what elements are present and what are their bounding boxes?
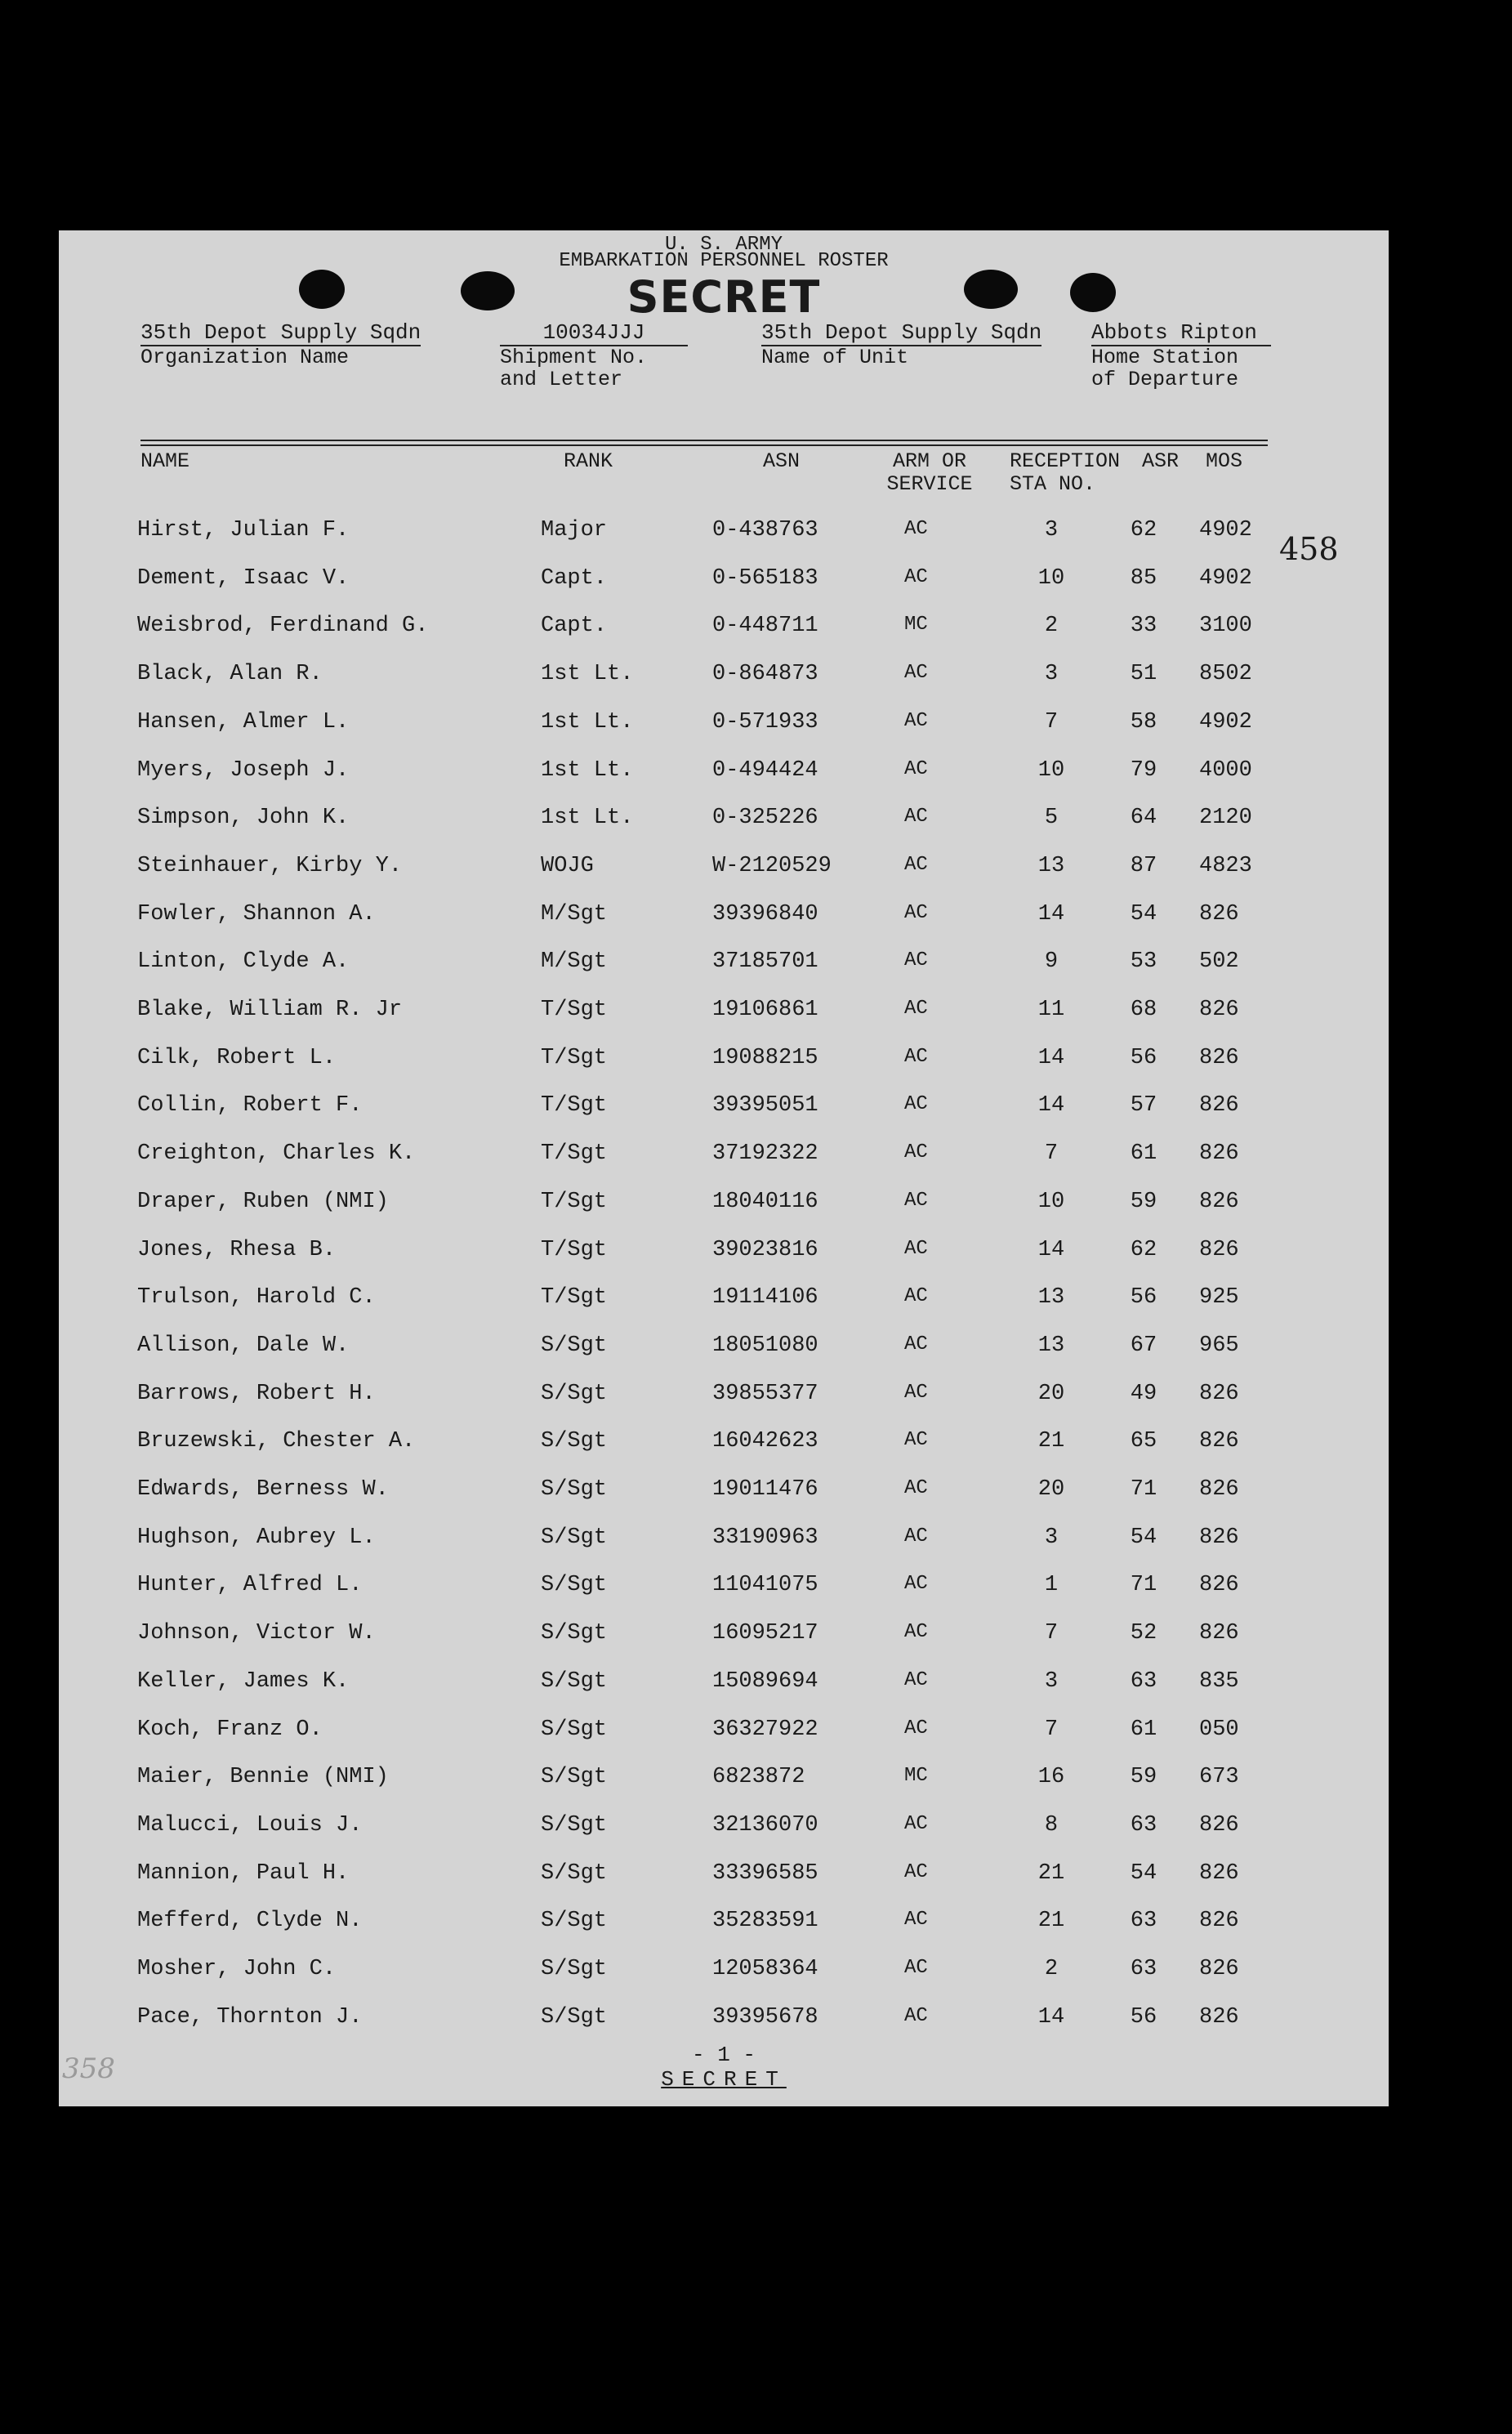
cell-asn: 0-325226 [712,806,818,831]
cell-rank: S/Sgt [541,1573,608,1598]
margin-page-number: 458 [1279,531,1339,567]
table-row [59,1765,1389,1812]
cell-rank: S/Sgt [541,1909,608,1934]
cell-rank: S/Sgt [541,1477,608,1502]
cell-asn: 32136070 [712,1812,818,1838]
cell-sta: 5 [1044,806,1059,831]
shipment-no-value: 10034JJJ [500,320,688,346]
cell-name: Trulson, Harold C. [137,1285,376,1311]
cell-asn: 12058364 [712,1957,818,1981]
table-row [59,1621,1389,1668]
home-station-label: Home Station [1091,346,1239,369]
cell-mos: 826 [1199,998,1239,1022]
cell-mos: 8502 [1199,662,1252,687]
cell-arm: AC [904,709,928,732]
col-header-name: NAME [140,449,190,473]
cell-arm: AC [904,2004,928,2027]
cell-asr: 33 [1130,614,1157,639]
cell-name: Koch, Franz O. [137,1717,323,1742]
cell-arm: AC [904,1668,928,1691]
pencil-note: 358 [62,2052,115,2085]
cell-sta: 10 [1037,565,1065,591]
cell-rank: Major [541,518,608,543]
cell-name: Maier, Bennie (NMI) [137,1765,389,1790]
cell-sta: 10 [1037,757,1065,783]
cell-mos: 826 [1199,1573,1239,1598]
cell-sta: 3 [1044,1525,1059,1550]
cell-mos: 826 [1199,1429,1239,1454]
cell-mos: 965 [1199,1333,1239,1358]
cell-asn: 15089694 [712,1668,818,1694]
header-army: U. S. ARMY [664,234,783,256]
cell-mos: 4902 [1199,518,1252,543]
col-header-asr: ASR [1142,449,1180,473]
cell-asn: 39023816 [712,1237,818,1262]
cell-rank: T/Sgt [541,1093,608,1119]
cell-asr: 63 [1130,1812,1157,1838]
cell-asr: 52 [1130,1621,1157,1646]
cell-asr: 54 [1130,901,1157,927]
cell-rank: S/Sgt [541,1812,608,1838]
cell-arm: AC [904,1333,928,1355]
table-row [59,1669,1389,1717]
cell-arm: AC [904,1860,928,1883]
cell-rank: Capt. [541,614,608,639]
cell-asr: 54 [1130,1860,1157,1886]
table-row [59,1909,1389,1956]
cell-asn: 19114106 [712,1285,818,1311]
cell-arm: MC [904,614,928,636]
cell-mos: 826 [1199,1381,1239,1406]
cell-mos: 826 [1199,1525,1239,1550]
cell-name: Linton, Clyde A. [137,949,350,975]
cell-asr: 63 [1130,1957,1157,1981]
cell-mos: 835 [1199,1668,1239,1694]
cell-sta: 14 [1037,1093,1065,1119]
cell-arm: AC [904,1717,928,1740]
cell-sta: 3 [1044,1668,1059,1694]
table-row [59,614,1389,661]
cell-sta: 7 [1044,1717,1059,1742]
shipment-no-label-2: and Letter [500,368,623,391]
cell-sta: 10 [1037,1189,1065,1214]
cell-asn: 19106861 [712,998,818,1022]
cell-asr: 57 [1130,1093,1157,1119]
cell-asn: 37192322 [712,1141,818,1167]
cell-asr: 59 [1130,1189,1157,1214]
cell-asn: 19088215 [712,1045,818,1070]
cell-asr: 63 [1130,1909,1157,1934]
cell-name: Barrows, Robert H. [137,1381,376,1406]
cell-asr: 68 [1130,998,1157,1022]
cell-mos: 925 [1199,1285,1239,1311]
table-row [59,998,1389,1045]
cell-mos: 826 [1199,2004,1239,2030]
cell-rank: S/Sgt [541,1957,608,1981]
table-row [59,662,1389,709]
cell-sta: 11 [1037,998,1065,1022]
cell-name: Black, Alan R. [137,662,323,687]
cell-name: Creighton, Charles K. [137,1141,416,1167]
cell-arm: AC [904,1237,928,1260]
cell-asn: 18051080 [712,1333,818,1358]
cell-rank: M/Sgt [541,901,608,927]
page-number: - 1 - [691,2043,756,2067]
cell-mos: 826 [1199,1957,1239,1981]
cell-arm: AC [904,1429,928,1452]
cell-rank: T/Sgt [541,1285,608,1311]
table-row [59,1190,1389,1237]
cell-rank: S/Sgt [541,1717,608,1742]
cell-mos: 502 [1199,949,1239,975]
cell-arm: AC [904,998,928,1020]
cell-sta: 7 [1044,1141,1059,1167]
cell-name: Dement, Isaac V. [137,565,350,591]
table-row [59,1573,1389,1620]
cell-asn: 0-571933 [712,709,818,735]
cell-arm: AC [904,949,928,972]
cell-mos: 826 [1199,901,1239,927]
cell-mos: 3100 [1199,614,1252,639]
cell-rank: S/Sgt [541,2004,608,2030]
cell-mos: 4902 [1199,709,1252,735]
cell-rank: 1st Lt. [541,806,634,831]
cell-sta: 21 [1037,1429,1065,1454]
cell-mos: 826 [1199,1812,1239,1838]
cell-rank: S/Sgt [541,1668,608,1694]
cell-asr: 71 [1130,1573,1157,1598]
cell-sta: 14 [1037,1045,1065,1070]
cell-sta: 3 [1044,518,1059,543]
cell-rank: T/Sgt [541,1237,608,1262]
table-row [59,1046,1389,1093]
cell-asn: 37185701 [712,949,818,975]
table-row [59,1525,1389,1573]
table-row [59,1285,1389,1333]
cell-arm: AC [904,1141,928,1164]
cell-asn: 0-438763 [712,518,818,543]
cell-asn: 39395051 [712,1093,818,1119]
cell-name: Fowler, Shannon A. [137,901,376,927]
cell-asn: 0-864873 [712,662,818,687]
cell-name: Myers, Joseph J. [137,757,350,783]
cell-asr: 62 [1130,1237,1157,1262]
cell-rank: T/Sgt [541,1189,608,1214]
cell-sta: 13 [1037,1333,1065,1358]
cell-sta: 13 [1037,853,1065,878]
home-station-value: Abbots Ripton [1091,320,1271,346]
footer-classification: SECRET [661,2067,787,2092]
cell-asr: 61 [1130,1141,1157,1167]
cell-asn: 16042623 [712,1429,818,1454]
cell-asr: 56 [1130,1045,1157,1070]
cell-mos: 673 [1199,1765,1239,1790]
cell-name: Steinhauer, Kirby Y. [137,853,403,878]
cell-arm: AC [904,757,928,780]
cell-rank: M/Sgt [541,949,608,975]
cell-rank: T/Sgt [541,1045,608,1070]
col-header-sta-2: STA NO. [1010,472,1096,496]
table-row [59,566,1389,614]
cell-name: Weisbrod, Ferdinand G. [137,614,429,639]
table-row [59,902,1389,949]
cell-name: Johnson, Victor W. [137,1621,376,1646]
cell-rank: WOJG [541,853,594,878]
cell-rank: S/Sgt [541,1429,608,1454]
cell-sta: 3 [1044,662,1059,687]
cell-sta: 16 [1037,1765,1065,1790]
cell-arm: AC [904,1093,928,1116]
cell-name: Draper, Ruben (NMI) [137,1189,389,1214]
cell-sta: 20 [1037,1381,1065,1406]
cell-name: Simpson, John K. [137,806,350,831]
cell-mos: 4823 [1199,853,1252,878]
cell-mos: 4902 [1199,565,1252,591]
cell-name: Hirst, Julian F. [137,518,350,543]
table-row [59,710,1389,757]
cell-asr: 61 [1130,1717,1157,1742]
table-row [59,854,1389,901]
col-header-asn: ASN [763,449,801,473]
cell-sta: 2 [1044,614,1059,639]
roster-page [59,230,1389,2106]
cell-rank: S/Sgt [541,1333,608,1358]
table-rule-top [140,440,1268,441]
cell-rank: T/Sgt [541,998,608,1022]
cell-name: Edwards, Berness W. [137,1477,389,1502]
cell-arm: AC [904,853,928,876]
table-row [59,518,1389,565]
cell-sta: 13 [1037,1285,1065,1311]
cell-asn: 39395678 [712,2004,818,2030]
cell-arm: AC [904,1189,928,1212]
cell-name: Mannion, Paul H. [137,1860,350,1886]
cell-arm: AC [904,806,928,828]
cell-asr: 62 [1130,518,1157,543]
cell-sta: 21 [1037,1909,1065,1934]
cell-name: Hansen, Almer L. [137,709,350,735]
cell-name: Malucci, Louis J. [137,1812,363,1838]
cell-asr: 56 [1130,1285,1157,1311]
col-header-rank: RANK [564,449,613,473]
cell-rank: 1st Lt. [541,662,634,687]
table-row [59,1477,1389,1525]
cell-asn: 35283591 [712,1909,818,1934]
cell-arm: AC [904,565,928,588]
cell-arm: AC [904,662,928,685]
classification-stamp: SECRET [627,271,821,323]
cell-asn: 16095217 [712,1621,818,1646]
cell-name: Blake, William R. Jr [137,998,403,1022]
cell-rank: S/Sgt [541,1860,608,1886]
cell-arm: AC [904,1573,928,1596]
cell-rank: S/Sgt [541,1621,608,1646]
table-row [59,1333,1389,1381]
cell-mos: 826 [1199,1237,1239,1262]
cell-sta: 21 [1037,1860,1065,1886]
cell-name: Keller, James K. [137,1668,350,1694]
cell-name: Bruzewski, Chester A. [137,1429,416,1454]
cell-sta: 2 [1044,1957,1059,1981]
cell-arm: AC [904,1909,928,1932]
cell-name: Mefferd, Clyde N. [137,1909,363,1934]
cell-asr: 67 [1130,1333,1157,1358]
cell-asn: 36327922 [712,1717,818,1742]
cell-arm: AC [904,1045,928,1068]
table-row [59,1429,1389,1476]
cell-mos: 050 [1199,1717,1239,1742]
cell-asr: 79 [1130,757,1157,783]
table-row [59,1141,1389,1189]
table-row [59,1957,1389,2004]
col-header-arm-2: SERVICE [886,472,973,496]
shipment-no-label: Shipment No. [500,346,648,369]
cell-mos: 826 [1199,1909,1239,1934]
table-row [59,1861,1389,1909]
cell-mos: 826 [1199,1141,1239,1167]
cell-asn: W-2120529 [712,853,832,878]
cell-mos: 826 [1199,1621,1239,1646]
cell-name: Hunter, Alfred L. [137,1573,363,1598]
cell-rank: S/Sgt [541,1525,608,1550]
cell-asn: 39855377 [712,1381,818,1406]
cell-mos: 4000 [1199,757,1252,783]
cell-asr: 49 [1130,1381,1157,1406]
cell-name: Pace, Thornton J. [137,2004,363,2030]
cell-asn: 18040116 [712,1189,818,1214]
cell-asn: 33190963 [712,1525,818,1550]
col-header-sta: RECEPTION [1010,449,1121,473]
cell-mos: 826 [1199,1045,1239,1070]
cell-asn: 39396840 [712,901,818,927]
cell-asr: 65 [1130,1429,1157,1454]
cell-asr: 58 [1130,709,1157,735]
table-row [59,1813,1389,1860]
table-row [59,1093,1389,1141]
table-row [59,1382,1389,1429]
cell-rank: 1st Lt. [541,757,634,783]
cell-rank: Capt. [541,565,608,591]
organization-name-label: Organization Name [140,346,350,369]
cell-sta: 14 [1037,1237,1065,1262]
cell-arm: AC [904,1621,928,1644]
cell-arm: AC [904,901,928,924]
cell-arm: AC [904,1957,928,1979]
cell-mos: 826 [1199,1189,1239,1214]
cell-sta: 8 [1044,1812,1059,1838]
cell-sta: 7 [1044,1621,1059,1646]
cell-rank: S/Sgt [541,1765,608,1790]
cell-asn: 11041075 [712,1573,818,1598]
cell-arm: AC [904,1812,928,1835]
unit-name-label: Name of Unit [761,346,909,369]
cell-asr: 63 [1130,1668,1157,1694]
cell-asr: 85 [1130,565,1157,591]
cell-rank: T/Sgt [541,1141,608,1167]
cell-asr: 71 [1130,1477,1157,1502]
unit-name-value: 35th Depot Supply Sqdn [761,320,1042,345]
cell-asn: 0-448711 [712,614,818,639]
cell-rank: S/Sgt [541,1381,608,1406]
cell-asn: 0-565183 [712,565,818,591]
cell-asr: 51 [1130,662,1157,687]
table-row [59,949,1389,997]
cell-name: Mosher, John C. [137,1957,337,1981]
cell-sta: 1 [1044,1573,1059,1598]
cell-asr: 54 [1130,1525,1157,1550]
cell-asn: 6823872 [712,1765,805,1790]
cell-asn: 0-494424 [712,757,818,783]
table-row [59,758,1389,806]
cell-sta: 14 [1037,901,1065,927]
cell-arm: AC [904,518,928,540]
cell-asr: 53 [1130,949,1157,975]
cell-arm: AC [904,1285,928,1308]
cell-mos: 826 [1199,1860,1239,1886]
cell-sta: 14 [1037,2004,1065,2030]
cell-name: Jones, Rhesa B. [137,1237,337,1262]
cell-sta: 7 [1044,709,1059,735]
cell-sta: 20 [1037,1477,1065,1502]
table-row [59,806,1389,853]
cell-asn: 33396585 [712,1860,818,1886]
cell-asr: 64 [1130,806,1157,831]
cell-asr: 56 [1130,2004,1157,2030]
cell-name: Cilk, Robert L. [137,1045,337,1070]
cell-mos: 826 [1199,1477,1239,1502]
cell-asr: 87 [1130,853,1157,878]
cell-mos: 826 [1199,1093,1239,1119]
col-header-mos: MOS [1206,449,1243,473]
cell-name: Collin, Robert F. [137,1093,363,1119]
table-row [59,1717,1389,1765]
table-row [59,1238,1389,1285]
organization-name-value: 35th Depot Supply Sqdn [140,320,421,345]
header-roster-title: EMBARKATION PERSONNEL ROSTER [559,250,889,272]
table-rule-bottom [140,444,1268,446]
cell-arm: AC [904,1525,928,1547]
cell-asr: 59 [1130,1765,1157,1790]
cell-arm: AC [904,1477,928,1499]
cell-arm: AC [904,1381,928,1404]
cell-sta: 9 [1044,949,1059,975]
cell-name: Allison, Dale W. [137,1333,350,1358]
cell-mos: 2120 [1199,806,1252,831]
cell-rank: 1st Lt. [541,709,634,735]
col-header-arm: ARM OR [892,449,966,473]
cell-asn: 19011476 [712,1477,818,1502]
home-station-label-2: of Departure [1091,368,1239,391]
cell-arm: MC [904,1765,928,1788]
cell-name: Hughson, Aubrey L. [137,1525,376,1550]
